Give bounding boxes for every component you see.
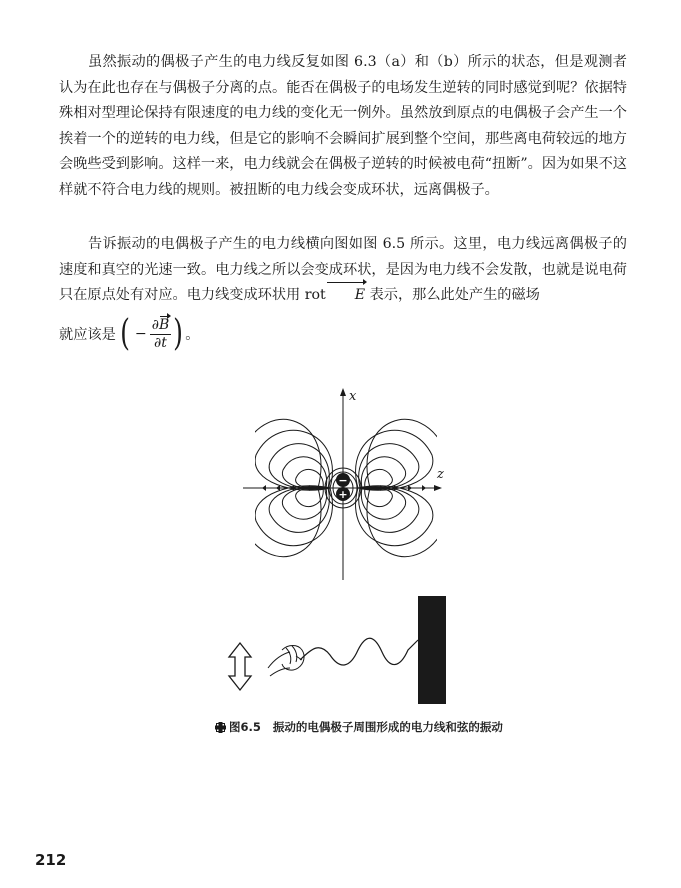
field-loop-right-lower-5 — [367, 488, 445, 557]
page-number: 212 — [35, 851, 67, 869]
figure-caption — [215, 719, 503, 735]
field-loop-left-upper-5 — [243, 419, 321, 488]
up-down-arrow-icon — [229, 643, 251, 690]
formula-lead-text: 就应该是 — [59, 327, 116, 343]
field-loop-left-lower-5 — [243, 488, 321, 557]
paragraph-1: 虽然振动的偶极子产生的电力线反复如图 6.3（a）和（b）所示的状态，但是观测者认为在此也存在与偶极子分离的点。能否在偶极子的电场发生逆转的同时感觉到呢？依据特殊相对型理论保持有限速度的电力线的变化无一例外。虽然放到原点的电偶极子会产生一个挨着一个的逆转的电力线，但是它的影响不会瞬间扩展到整个空间，那些离电荷较远的地方会晚些受到影响。这样一来，电力线就会在偶极子逆转的时候被电荷“扭断”。因为如果不这样就不符合电力线的规则。被扭断的电力线会变成环状，远离偶极子。 — [59, 54, 627, 198]
z-axis-label: z — [437, 467, 444, 482]
x-axis-arrow — [340, 388, 346, 396]
field-loop-left-upper-2 — [282, 457, 326, 489]
vibrating-string — [300, 638, 418, 665]
field-loop-right-upper-5 — [367, 419, 445, 488]
string-illustration — [229, 596, 446, 704]
numerator-vector-b: B — [158, 316, 170, 333]
dipole — [336, 473, 350, 501]
left-paren: ( — [119, 313, 130, 354]
right-paren: ) — [173, 313, 184, 354]
field-loop-right-upper-2 — [361, 457, 405, 489]
negative-charge-sign: − — [338, 474, 348, 487]
caption-figure-number: 图6.5 — [229, 720, 261, 734]
field-loop-right-lower-3 — [359, 486, 419, 532]
vector-e-symbol: E — [326, 283, 365, 309]
numerator-partial: ∂ — [151, 316, 159, 333]
formula-denominator: ∂t — [154, 334, 167, 351]
field-loop-right-upper-3 — [359, 444, 419, 490]
field-loop-left-upper-3 — [269, 444, 329, 490]
caption-title: 振动的电偶极子周围形成的电力线和弦的振动 — [272, 720, 503, 734]
field-loop-right-lower-2 — [361, 487, 405, 519]
z-axis-arrow — [434, 485, 442, 491]
wall-block — [418, 596, 446, 704]
field-loop-left-lower-3 — [269, 486, 329, 532]
x-axis-label: x — [349, 389, 357, 404]
paragraph-2-text-before: 告诉振动的电偶极子产生的电力线横向图如图 6.5 所示。这里，电力线远离偶极子的速度和真空的光速一致。电力线之所以会变成环状，是因为电力线不会发散，也就是说电荷只在原点处有对应。电力线变成环状用 rot — [59, 236, 627, 304]
positive-charge-sign: + — [338, 488, 348, 501]
caption-bullet-icon — [215, 722, 226, 733]
paragraph-2-text-after: 表示，那么此处产生的磁场 — [365, 287, 540, 304]
formula-trailing: 。 — [185, 327, 200, 343]
field-loop-left-lower-2 — [282, 487, 326, 519]
hand-icon — [268, 646, 304, 677]
formula-minus: − — [134, 326, 147, 342]
